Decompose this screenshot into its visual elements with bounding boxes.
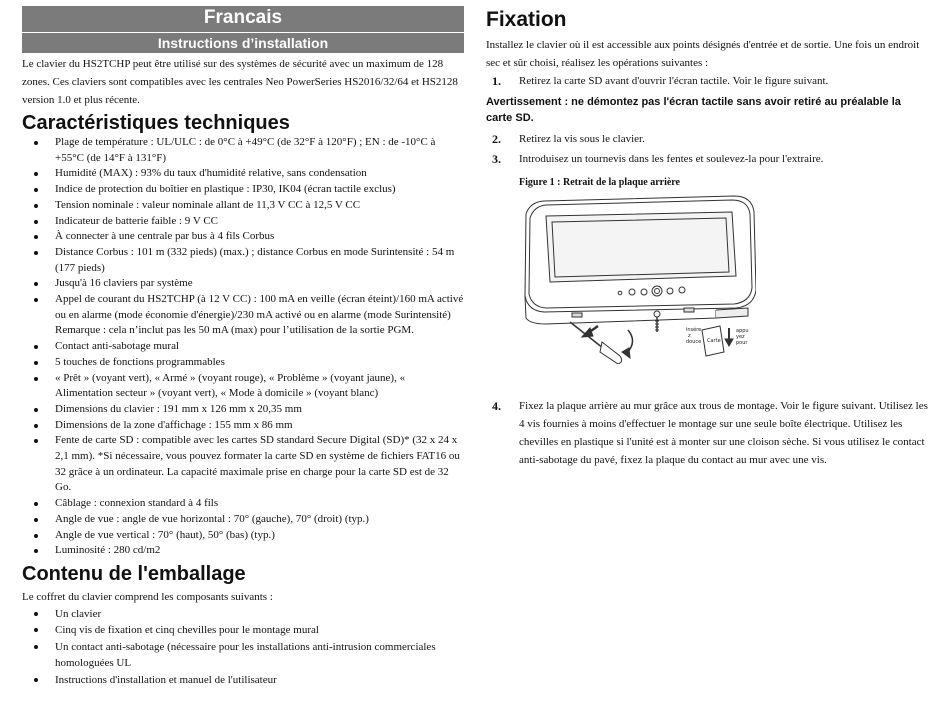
step-2 <box>486 130 930 148</box>
contents-intro: Le coffret du clavier comprend les composants suivants : <box>22 590 273 603</box>
feature-item: Fente de carte SD : compatible avec les cartes SD standard Secure Digital (SD)* (32 x 24 x 2,1 mm). *Si nécessaire, vous pouvez formater la carte SD en système de fichiers FAT16 ou 32 grâce à un ordinateur. La capacité maximale prise en charge pour la carte SD est de 32 Go. <box>22 433 464 496</box>
step-text: Retirez la vis sous le clavier. <box>519 133 645 145</box>
contents-list <box>22 606 464 689</box>
feature-item: 5 touches de fonctions programmables <box>22 355 464 371</box>
figure-label-insert-1: insére <box>686 327 702 333</box>
step-text: Introduisez un tournevis dans les fentes et soulevez-la pour l'extraire. <box>519 153 824 165</box>
figure-label-press-1: appu <box>736 328 749 334</box>
feature-item: Tension nominale : valeur nominale allant de 11,3 V CC à 12,5 V CC <box>22 198 464 214</box>
step-3 <box>486 150 930 168</box>
figure-label-press-2: yez <box>736 334 745 340</box>
figure-label-insert-3: douce <box>686 339 702 345</box>
features-heading: Caractéristiques techniques <box>22 112 290 134</box>
step-text: Fixez la plaque arrière au mur grâce aux trous de montage. Voir le figure suivant. Utilisez les 4 vis fournies à moins d'effectuer le montage sur une seule boîte électrique. Utilisez les chevilles en plastique si l'unité est à monter sur une cloison sèche. Si vous utilisez le contact anti-sabotage du pavé, fixez la plaque du contact au mur avec une vis. <box>519 400 928 466</box>
step-number: 1. <box>492 74 501 88</box>
step-4 <box>486 397 930 469</box>
figure-label-card: Carte <box>707 338 721 344</box>
banner-title: Francais <box>203 7 283 28</box>
feature-item: À connecter à une centrale par bus à 4 fils Corbus <box>22 229 464 245</box>
left-column <box>22 6 464 688</box>
feature-item: Appel de courant du HS2TCHP (à 12 V CC) : 100 mA en veille (écran éteint)/160 mA activé ou en alarme (mode économie d'énergie)/230 mA activé ou en alarme (mode Surintensité) Remarque : cela n’inclut pas les 50 mA (max) pour l’utilisation de la sortie PGM. <box>22 292 464 339</box>
step-1 <box>486 72 930 90</box>
contents-item: Cinq vis de fixation et cinq chevilles pour le montage mural <box>22 622 464 639</box>
fixation-intro: Installez le clavier où il est accessible aux points désignés d'entrée et de sortie. Une fois un endroit sec et sûr choisi, réalisez les opérations suivantes : <box>486 39 920 69</box>
feature-item: Dimensions du clavier : 191 mm x 126 mm x 20,35 mm <box>22 402 464 418</box>
contents-item: Un clavier <box>22 606 464 623</box>
figure-label-insert-2: z <box>688 333 691 339</box>
step-number: 2. <box>492 132 501 146</box>
contents-item: Instructions d'installation et manuel de l'utilisateur <box>22 672 464 689</box>
feature-item: « Prêt » (voyant vert), « Armé » (voyant rouge), « Problème » (voyant jaune), « Alimentation secteur » (voyant vert), « Mode à domicile » (voyant blanc) <box>22 371 464 402</box>
figure-label-press-3: pour <box>736 340 748 346</box>
intro-paragraph: Le clavier du HS2TCHP peut être utilisé sur des systèmes de sécurité avec un maximum de 128 zones. Ces claviers sont compatibles avec les centrales Neo PowerSeries HS2016/32/64 et HS2128 version 1.0 et plus récente. <box>22 58 458 106</box>
feature-item: Angle de vue vertical : 70° (haut), 50° (bas) (typ.) <box>22 528 464 544</box>
step-number: 4. <box>492 399 501 413</box>
features-list <box>22 135 464 559</box>
fixation-heading: Fixation <box>486 8 567 31</box>
warning-text: Avertissement : ne démontez pas l'écran tactile sans avoir retiré au préalable la carte SD. <box>486 96 901 124</box>
feature-item: Luminosité : 280 cd/m2 <box>22 543 464 559</box>
backplate-removal-figure <box>516 192 756 364</box>
feature-item: Jusqu'à 16 claviers par système <box>22 276 464 292</box>
contents-item: Un contact anti-sabotage (nécessaire pour les installations anti-intrusion commerciales homologuées UL <box>22 639 464 672</box>
step-text: Retirez la carte SD avant d'ouvrir l'écran tactile. Voir le figure suivant. <box>519 75 829 87</box>
feature-item: Contact anti-sabotage mural <box>22 339 464 355</box>
step-number: 3. <box>492 152 501 166</box>
right-column <box>486 6 930 469</box>
contents-heading: Contenu de l'emballage <box>22 562 246 585</box>
feature-item: Indicateur de batterie faible : 9 V CC <box>22 214 464 230</box>
figure-title: Figure 1 : Retrait de la plaque arrière <box>519 177 680 188</box>
feature-item: Câblage : connexion standard à 4 fils <box>22 496 464 512</box>
language-banner <box>22 6 464 53</box>
banner-subtitle: Instructions d’installation <box>22 32 464 53</box>
feature-item: Plage de température : UL/ULC : de 0°C à +49°C (de 32°F à 120°F) ; EN : de -10°C à +55°C (de 14°F à 131°F) <box>22 135 464 166</box>
feature-item: Dimensions de la zone d'affichage : 155 mm x 86 mm <box>22 418 464 434</box>
feature-item: Angle de vue : angle de vue horizontal : 70° (gauche), 70° (droit) (typ.) <box>22 512 464 528</box>
feature-item: Distance Corbus : 101 m (332 pieds) (max.) ; distance Corbus en mode Surintensité : 54 m (177 pieds) <box>22 245 464 276</box>
feature-item: Humidité (MAX) : 93% du taux d'humidité relative, sans condensation <box>22 166 464 182</box>
feature-item: Indice de protection du boîtier en plastique : IP30, IK04 (écran tactile exclus) <box>22 182 464 198</box>
